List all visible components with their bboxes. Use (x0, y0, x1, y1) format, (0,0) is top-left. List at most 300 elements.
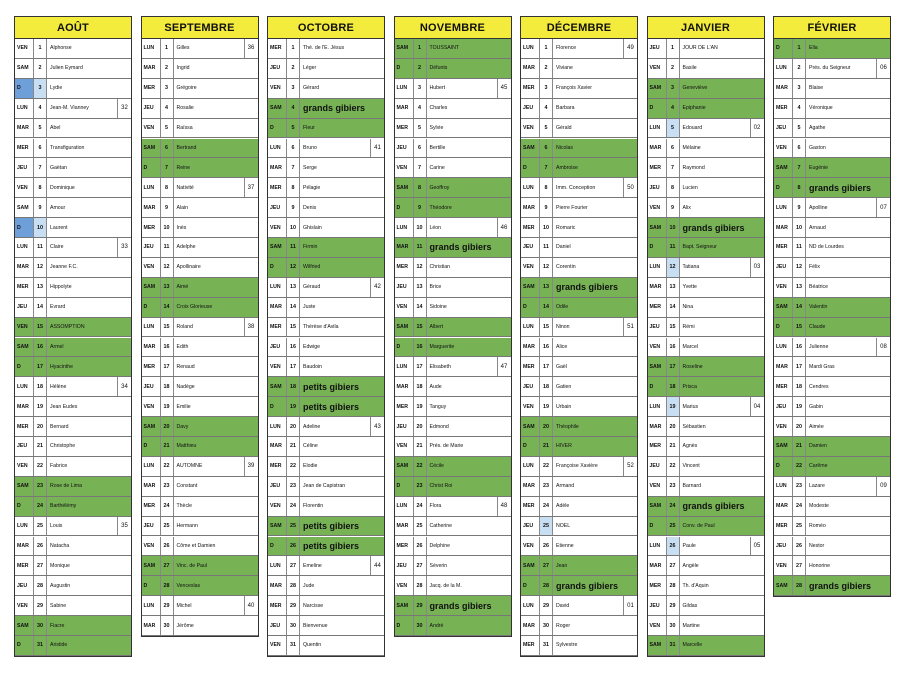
week-number (117, 576, 131, 595)
day-number: 26 (540, 537, 553, 556)
day-number: 12 (161, 258, 174, 277)
week-number (117, 338, 131, 357)
day-row (15, 537, 131, 557)
week-number (244, 517, 258, 536)
week-number: 42 (370, 278, 384, 297)
day-number: 1 (793, 39, 806, 58)
day-number: 27 (161, 556, 174, 575)
day-number: 15 (414, 318, 427, 337)
week-number: 52 (623, 457, 637, 476)
day-number: 8 (793, 178, 806, 197)
day-row (648, 417, 764, 437)
day-number: 27 (667, 556, 680, 575)
day-row (648, 119, 764, 139)
weekday-label: MAR (142, 616, 161, 635)
day-number: 23 (34, 477, 47, 496)
day-number: 24 (540, 497, 553, 516)
day-number: 21 (34, 437, 47, 456)
weekday-label: D (142, 298, 161, 317)
week-number (876, 139, 890, 158)
day-number: 7 (34, 158, 47, 177)
day-number: 5 (34, 119, 47, 138)
weekday-label: MAR (648, 417, 667, 436)
saint-name: Gaël (556, 363, 567, 370)
saint-name: Marius (682, 403, 699, 410)
weekday-label: MAR (268, 576, 287, 595)
weekday-label: MER (142, 357, 161, 376)
day-number: 14 (34, 298, 47, 317)
week-number (244, 397, 258, 416)
month-header: OCTOBRE (268, 17, 384, 39)
day-row (774, 278, 890, 298)
day-number: 25 (667, 517, 680, 536)
day-number: 14 (161, 298, 174, 317)
week-number (370, 517, 384, 536)
weekday-label: MAR (15, 119, 34, 138)
day-row (521, 357, 637, 377)
weekday-label: MER (15, 139, 34, 158)
day-row (15, 139, 131, 159)
week-number (117, 417, 131, 436)
weekday-label: SAM (648, 357, 667, 376)
day-number: 4 (161, 99, 174, 118)
weekday-label: D (395, 338, 414, 357)
week-number: 50 (623, 178, 637, 197)
week-number (244, 477, 258, 496)
day-row (15, 39, 131, 59)
day-row (15, 298, 131, 318)
saint-name: Géraud (303, 284, 321, 291)
week-number (623, 119, 637, 138)
day-number: 29 (161, 596, 174, 615)
saint-name: Davy (176, 423, 189, 430)
saint-name: Reine (176, 164, 191, 171)
weekday-label: LUN (395, 218, 414, 237)
week-number (623, 258, 637, 277)
week-number (876, 178, 890, 197)
day-number: 15 (793, 318, 806, 337)
saint-name: Gérard (303, 85, 320, 92)
saint-name: Jean-M. Vianney (50, 105, 89, 112)
day-row (142, 258, 258, 278)
weekday-label: SAM (648, 79, 667, 98)
day-row (268, 338, 384, 358)
day-number: 9 (161, 198, 174, 217)
day-number: 5 (540, 119, 553, 138)
day-row (395, 79, 511, 99)
weekday-label: JEU (521, 238, 540, 257)
saint-name: Yvette (682, 284, 697, 291)
saint-name: Défunts (429, 65, 448, 72)
saint-name: Barnard (682, 483, 701, 490)
weekday-label: D (15, 218, 34, 237)
day-row (648, 616, 764, 636)
day-number: 21 (287, 437, 300, 456)
weekday-label: D (15, 79, 34, 98)
day-number: 31 (667, 636, 680, 655)
day-number: 10 (667, 218, 680, 237)
month-column-3 (267, 16, 385, 657)
day-row (15, 158, 131, 178)
saint-name: Modeste (809, 503, 829, 510)
day-number: 16 (540, 338, 553, 357)
day-number: 11 (287, 238, 300, 257)
day-row (521, 537, 637, 557)
day-row (395, 437, 511, 457)
saint-name: Adèle (556, 503, 570, 510)
saint-name: Lazare (809, 483, 825, 490)
day-row (15, 357, 131, 377)
day-number: 9 (793, 198, 806, 217)
day-row (774, 258, 890, 278)
day-number: 12 (414, 258, 427, 277)
saint-name: Monique (50, 562, 70, 569)
week-number: 44 (370, 556, 384, 575)
day-row (395, 477, 511, 497)
week-number (370, 79, 384, 98)
week-number (370, 238, 384, 257)
saint-name: Ambroise (556, 164, 578, 171)
weekday-label: LUN (15, 377, 34, 396)
day-row (15, 636, 131, 656)
week-number (244, 576, 258, 595)
weekday-label: VEN (15, 318, 34, 337)
week-number (244, 338, 258, 357)
day-number: 30 (287, 616, 300, 635)
weekday-label: JEU (142, 377, 161, 396)
day-number: 3 (161, 79, 174, 98)
weekday-label: JEU (521, 377, 540, 396)
week-number (623, 99, 637, 118)
saint-name: André (429, 622, 444, 629)
day-row (774, 99, 890, 119)
weekday-label: MER (774, 377, 793, 396)
day-row (142, 596, 258, 616)
saint-name: Aude (429, 383, 442, 390)
weekday-label: SAM (142, 417, 161, 436)
weekday-label: MER (142, 79, 161, 98)
saint-name: Bapt. Seigneur (682, 244, 717, 251)
week-number (370, 99, 384, 118)
day-number: 27 (287, 556, 300, 575)
day-number: 12 (667, 258, 680, 277)
weekday-label: LUN (268, 278, 287, 297)
day-row (395, 596, 511, 616)
week-number (117, 596, 131, 615)
day-row (142, 497, 258, 517)
saint-name: Vincent (682, 463, 700, 470)
day-number: 9 (540, 198, 553, 217)
weekday-label: LUN (15, 517, 34, 536)
weekday-label: D (648, 99, 667, 118)
weekday-label: JEU (142, 238, 161, 257)
day-row (268, 437, 384, 457)
week-number: 35 (117, 517, 131, 536)
day-number: 15 (287, 318, 300, 337)
week-number (117, 119, 131, 138)
day-number: 24 (161, 497, 174, 516)
saint-name: Ingrid (176, 65, 190, 72)
day-number: 12 (540, 258, 553, 277)
week-number (117, 59, 131, 78)
weekday-label: LUN (142, 178, 161, 197)
hunting-calendar-sheet (14, 16, 886, 658)
saint-name: Roseline (682, 363, 703, 370)
day-number: 13 (287, 278, 300, 297)
day-number: 27 (793, 556, 806, 575)
week-number (623, 338, 637, 357)
saint-name: Jérôme (176, 622, 194, 629)
day-row (142, 278, 258, 298)
day-number: 16 (161, 338, 174, 357)
week-number (244, 537, 258, 556)
day-number: 10 (161, 218, 174, 237)
day-row (15, 338, 131, 358)
week-number (244, 139, 258, 158)
weekday-label: MAR (15, 397, 34, 416)
weekday-label: SAM (268, 238, 287, 257)
saint-name: Théodore (429, 204, 452, 211)
weekday-label: VEN (648, 59, 667, 78)
weekday-label: MAR (521, 338, 540, 357)
saint-name: Fabrice (50, 463, 68, 470)
day-row (395, 417, 511, 437)
saint-name: grands gibiers (809, 580, 872, 591)
week-number (750, 39, 764, 58)
weekday-label: D (395, 477, 414, 496)
week-number (117, 437, 131, 456)
week-number (876, 397, 890, 416)
day-number: 23 (793, 477, 806, 496)
day-number: 22 (540, 457, 553, 476)
day-row (142, 178, 258, 198)
saint-name: David (556, 602, 570, 609)
weekday-label: JEU (268, 616, 287, 635)
day-row (648, 139, 764, 159)
day-number: 26 (667, 537, 680, 556)
week-number (623, 79, 637, 98)
week-number (244, 616, 258, 635)
saint-name: Edwige (303, 343, 321, 350)
week-number: 40 (244, 596, 258, 615)
day-row (774, 497, 890, 517)
day-row (395, 497, 511, 517)
saint-name: Aristide (50, 642, 68, 649)
day-row (15, 377, 131, 397)
weekday-label: JEU (774, 397, 793, 416)
weekday-label: SAM (774, 158, 793, 177)
weekday-label: VEN (268, 357, 287, 376)
day-row (521, 99, 637, 119)
weekday-label: LUN (774, 59, 793, 78)
week-number (244, 417, 258, 436)
weekday-label: SAM (395, 457, 414, 476)
day-row (648, 59, 764, 79)
week-number (750, 298, 764, 317)
day-row (142, 298, 258, 318)
week-number (750, 158, 764, 177)
saint-name: Jean de Capistran (303, 483, 346, 490)
day-row (774, 298, 890, 318)
saint-name: Jacq. de la M. (429, 582, 462, 589)
saint-name: Eugénie (809, 164, 829, 171)
weekday-label: JEU (268, 477, 287, 496)
day-row (268, 616, 384, 636)
day-row (395, 537, 511, 557)
saint-name: Blaise (809, 85, 824, 92)
day-number: 25 (34, 517, 47, 536)
weekday-label: LUN (395, 357, 414, 376)
weekday-label: SAM (395, 318, 414, 337)
saint-name: Emeline (303, 562, 322, 569)
day-row (15, 616, 131, 636)
day-number: 22 (667, 457, 680, 476)
saint-name: Fleur (303, 125, 315, 132)
saint-name: Gaëtan (50, 164, 68, 171)
day-number: 14 (414, 298, 427, 317)
day-number: 15 (540, 318, 553, 337)
weekday-label: MER (648, 298, 667, 317)
weekday-label: SAM (521, 278, 540, 297)
day-number: 30 (414, 616, 427, 635)
saint-name: petits gibiers (303, 540, 360, 551)
weekday-label: VEN (395, 437, 414, 456)
day-row (521, 258, 637, 278)
saint-name: Elodie (303, 463, 318, 470)
weekday-label: SAM (521, 417, 540, 436)
weekday-label: VEN (648, 338, 667, 357)
week-number (623, 636, 637, 655)
week-number (497, 377, 511, 396)
day-row (395, 238, 511, 258)
weekday-label: JEU (648, 596, 667, 615)
day-number: 23 (161, 477, 174, 496)
day-number: 20 (34, 417, 47, 436)
saint-name: Thérèse d'Avila (303, 324, 339, 331)
week-number (750, 596, 764, 615)
day-row (648, 636, 764, 656)
day-number: 18 (161, 377, 174, 396)
weekday-label: LUN (648, 537, 667, 556)
day-number: 28 (540, 576, 553, 595)
saint-name: Lucien (682, 184, 698, 191)
day-number: 19 (540, 397, 553, 416)
saint-name: Sabine (50, 602, 67, 609)
weekday-label: LUN (142, 318, 161, 337)
week-number (750, 437, 764, 456)
week-number (117, 298, 131, 317)
week-number (876, 497, 890, 516)
saint-name: Alain (176, 204, 189, 211)
weekday-label: D (648, 377, 667, 396)
weekday-label: VEN (268, 636, 287, 655)
saint-name: grands gibiers (682, 222, 745, 233)
day-number: 1 (287, 39, 300, 58)
saint-name: Véronique (809, 105, 833, 112)
week-number: 48 (497, 497, 511, 516)
weekday-label: MER (268, 457, 287, 476)
weekday-label: LUN (395, 79, 414, 98)
weekday-label: VEN (648, 198, 667, 217)
day-number: 12 (34, 258, 47, 277)
day-number: 31 (540, 636, 553, 655)
day-row (648, 477, 764, 497)
day-number: 29 (667, 596, 680, 615)
week-number (117, 556, 131, 575)
day-row (15, 258, 131, 278)
saint-name: Bertille (429, 144, 446, 151)
day-row (15, 457, 131, 477)
weekday-label: VEN (268, 497, 287, 516)
weekday-label: SAM (142, 278, 161, 297)
day-row (268, 477, 384, 497)
week-number (370, 298, 384, 317)
week-number (497, 576, 511, 595)
weekday-label: LUN (648, 258, 667, 277)
week-number (750, 517, 764, 536)
weekday-label: SAM (648, 218, 667, 237)
saint-name: grands gibiers (682, 501, 745, 512)
week-number (370, 218, 384, 237)
saint-name: Armand (556, 483, 575, 490)
weekday-label: VEN (521, 258, 540, 277)
day-row (774, 79, 890, 99)
week-number (876, 99, 890, 118)
week-number (370, 537, 384, 556)
week-number (117, 357, 131, 376)
week-number (117, 258, 131, 277)
day-row (774, 377, 890, 397)
saint-name: Odile (556, 304, 569, 311)
saint-name: Ella (809, 45, 818, 52)
weekday-label: D (15, 636, 34, 655)
month-column-2 (141, 16, 259, 637)
saint-name: Delphine (429, 542, 450, 549)
weekday-label: VEN (395, 298, 414, 317)
day-number: 17 (414, 357, 427, 376)
day-number: 5 (287, 119, 300, 138)
saint-name: Natacha (50, 542, 70, 549)
week-number (117, 318, 131, 337)
weekday-label: D (142, 158, 161, 177)
weekday-label: LUN (521, 39, 540, 58)
weekday-label: D (268, 258, 287, 277)
saint-name: NOËL (556, 523, 571, 530)
saint-name: Corentin (556, 264, 576, 271)
saint-name: Mardi Gras (809, 363, 835, 370)
weekday-label: VEN (648, 616, 667, 635)
day-row (268, 397, 384, 417)
saint-name: Transfiguration (50, 144, 85, 151)
day-row (395, 517, 511, 537)
week-number (876, 457, 890, 476)
day-number: 19 (414, 397, 427, 416)
weekday-label: JEU (268, 198, 287, 217)
day-row (521, 576, 637, 596)
day-row (774, 437, 890, 457)
day-number: 3 (667, 79, 680, 98)
week-number (750, 79, 764, 98)
day-row (395, 198, 511, 218)
saint-name: Martine (682, 622, 700, 629)
saint-name: Félix (809, 264, 820, 271)
saint-name: Valentin (809, 304, 828, 311)
day-number: 5 (667, 119, 680, 138)
week-number (497, 517, 511, 536)
day-row (15, 477, 131, 497)
week-number (623, 198, 637, 217)
weekday-label: MER (15, 278, 34, 297)
